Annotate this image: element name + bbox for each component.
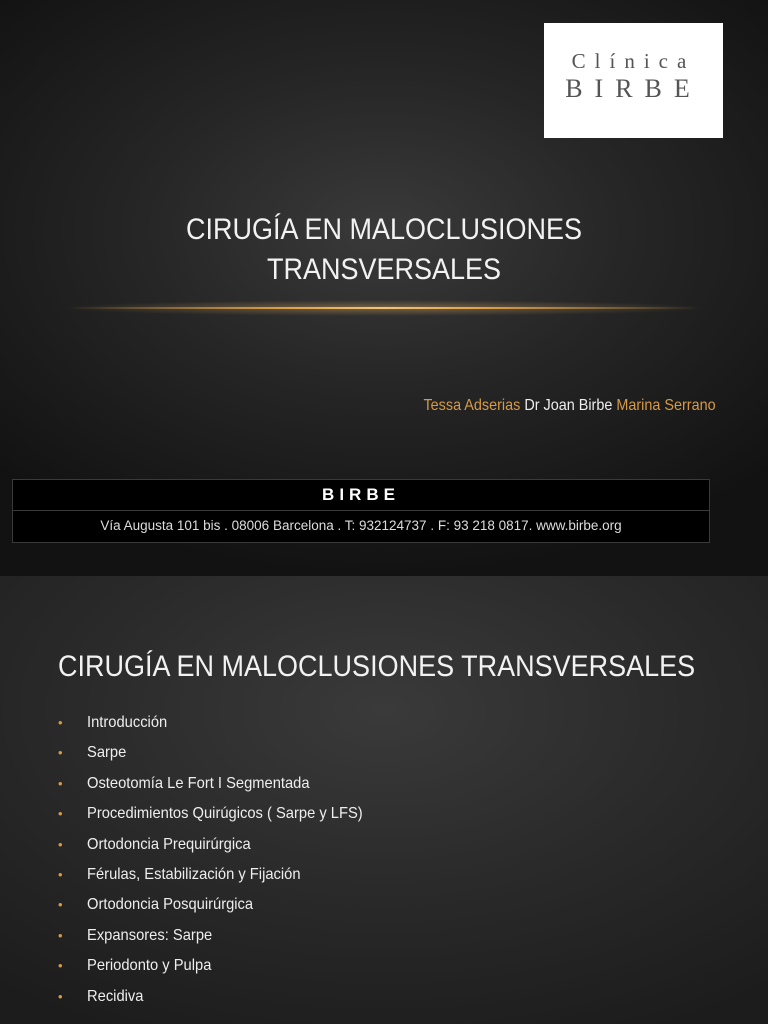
author-tessa: Tessa Adserias	[423, 397, 521, 414]
title-divider	[70, 307, 698, 309]
bullet-icon: •	[58, 958, 63, 973]
agenda-item-label: Periodonto y Pulpa	[87, 957, 212, 974]
bullet-icon: •	[58, 928, 63, 943]
agenda-item-label: Recidiva	[87, 988, 144, 1005]
bullet-icon: •	[58, 776, 63, 791]
agenda-item-label: Férulas, Estabilización y Fijación	[87, 866, 301, 883]
title-line-1: CIRUGÍA EN MALOCLUSIONES	[185, 213, 583, 246]
agenda-item-label: Procedimientos Quirúgicos ( Sarpe y LFS)	[87, 805, 363, 822]
bullet-icon: •	[58, 806, 63, 821]
footer-address: Vía Augusta 101 bis . 08006 Barcelona . T: 932124737 . F: 93 218 0817. www.birbe.org	[100, 518, 622, 533]
agenda-title: CIRUGÍA EN MALOCLUSIONES TRANSVERSALES	[58, 650, 696, 683]
footer-brand: BIRBE	[13, 480, 709, 511]
bullet-icon: •	[58, 715, 63, 730]
agenda-item-label: Sarpe	[87, 744, 127, 761]
contact-footer	[12, 479, 710, 543]
author-marina: Marina Serrano	[616, 397, 716, 414]
bullet-icon: •	[58, 897, 63, 912]
bullet-icon: •	[58, 837, 63, 852]
logo-line-birbe: BIRBE	[565, 74, 702, 103]
bullet-icon: •	[58, 989, 63, 1004]
authors-line	[424, 397, 716, 415]
bullet-icon: •	[58, 745, 63, 760]
agenda-item-label: Ortodoncia Posquirúrgica	[87, 896, 254, 913]
author-joan: Dr Joan Birbe	[524, 397, 613, 414]
logo-line-clinica: Clínica	[571, 49, 696, 73]
agenda-item-label: Osteotomía Le Fort I Segmentada	[87, 775, 310, 792]
agenda-item-label: Ortodoncia Prequirúrgica	[87, 836, 251, 853]
agenda-item-label: Introducción	[87, 714, 168, 731]
title-line-2: TRANSVERSALES	[266, 253, 502, 286]
presentation-title	[114, 210, 654, 290]
agenda-item-label: Expansores: Sarpe	[87, 927, 213, 944]
clinic-logo	[544, 23, 723, 138]
bullet-icon: •	[58, 867, 63, 882]
